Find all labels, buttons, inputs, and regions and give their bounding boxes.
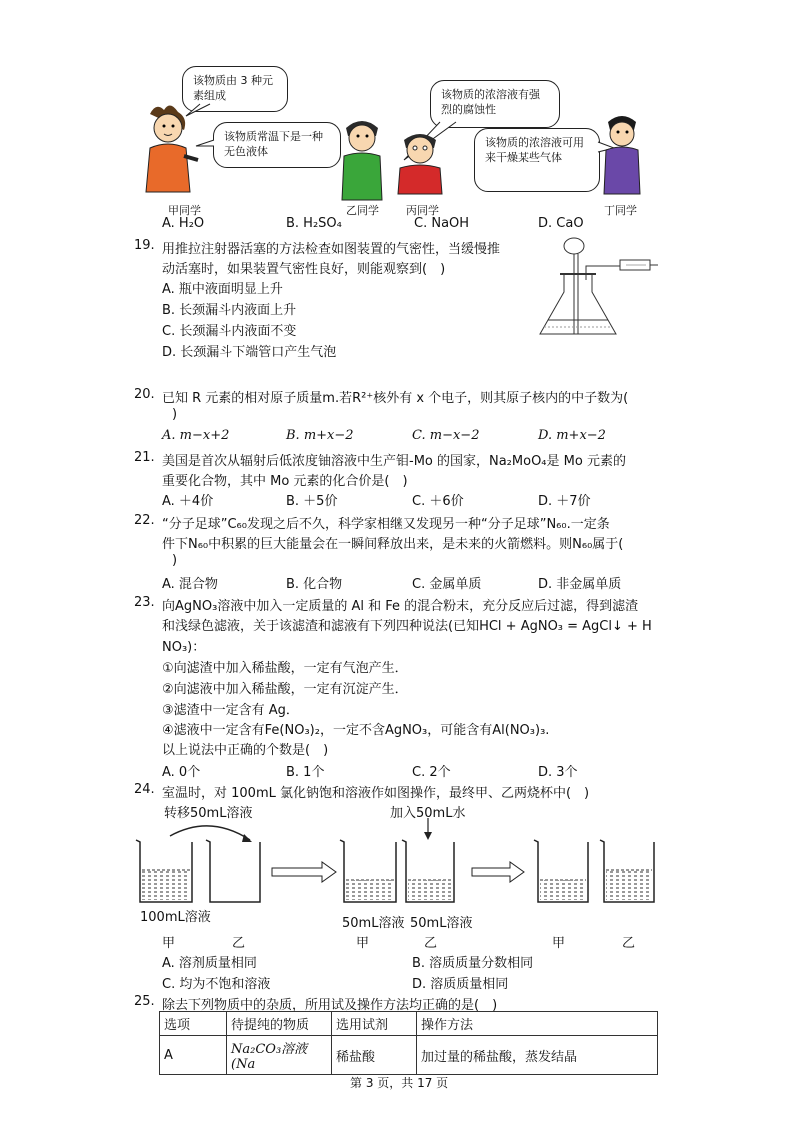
q23-stem-line2: 和浅绿色滤液，关于该滤渣和滤液有下列四种说法(已知HCl + AgNO₃ = AgCl↓ + H: [162, 619, 652, 634]
table-header-cell: 选项: [160, 1012, 227, 1036]
speech-bubble-2: 该物质常温下是一种无色液体: [213, 122, 341, 168]
q23-statement-1: ①向滤渣中加入稀盐酸，一定有气泡产生．: [162, 661, 408, 676]
q18-option-b: B. H₂SO₄: [286, 216, 342, 231]
beaker-yi-empty: [206, 840, 260, 902]
q20-option-d: D. m+x−2: [538, 428, 606, 443]
q18-option-a: A. H₂O: [162, 216, 205, 231]
speech-bubble-3: 该物质的浓溶液有强烈的腐蚀性: [430, 80, 560, 128]
q22-option-a: A. 混合物: [162, 577, 218, 592]
page-footer: 第 3 页，共 17 页: [350, 1076, 449, 1090]
table-row: [160, 1036, 658, 1075]
q24-label-jia-1: 甲: [162, 936, 176, 951]
q19-apparatus-diagram: [530, 234, 660, 344]
q23-stem-line1: 向AgNO₃溶液中加入一定质量的 Al 和 Fe 的混合粉末，充分反应后过滤，得到滤渣: [162, 599, 639, 614]
label-jia-student: 甲同学: [168, 204, 201, 217]
q24-label-yi-3: 乙: [622, 936, 636, 951]
q23-option-a: A. 0个: [162, 765, 201, 780]
speech-bubble-1: 该物质由 3 种元素组成: [182, 66, 288, 112]
q21-option-a: A. ＋4价: [162, 494, 214, 509]
q19-number: 19.: [134, 238, 155, 253]
q24-label-add-water: 加入50mL水: [390, 806, 466, 821]
q22-stem-line1: “分子足球”C₆₀发现之后不久，科学家相继又发现另一种“分子足球”N₆₀.一定条: [162, 517, 610, 532]
q23-question: 以上说法中正确的个数是( ): [162, 743, 329, 758]
q24-option-c: C. 均为不饱和溶液: [162, 977, 271, 992]
q24-beaker-diagram: [130, 818, 670, 914]
beaker-jia-50: [340, 840, 396, 902]
q20-stem-line2: ): [172, 407, 178, 422]
q23-stem-line3: NO₃)：: [162, 640, 206, 655]
q21-option-c: C. ＋6价: [412, 494, 464, 509]
table-cell: 加过量的稀盐酸，蒸发结晶: [417, 1036, 658, 1075]
student-bing-figure: [396, 130, 446, 200]
table-cell: Na₂CO₃溶液(Na: [227, 1036, 332, 1075]
q19-option-c: C. 长颈漏斗内液面不变: [162, 324, 297, 339]
q23-statement-3: ③滤渣中一定含有 Ag．: [162, 703, 299, 718]
q20-option-b: B. m+x−2: [286, 428, 354, 443]
q22-option-d: D. 非金属单质: [538, 577, 622, 592]
q21-stem-line2: 重要化合物，其中 Mo 元素的化合价是( ): [162, 474, 408, 489]
q19-stem-line2: 动活塞时，如果装置气密性良好，则能观察到( ): [162, 262, 446, 277]
q24-label-50ml-b: 50mL溶液: [410, 916, 473, 931]
table-header-cell: 操作方法: [417, 1012, 658, 1036]
table-cell: 稀盐酸: [332, 1036, 417, 1075]
table-header-row: [160, 1012, 658, 1036]
q19-option-a: A. 瓶中液面明显上升: [162, 282, 283, 297]
student-yi-figure: [338, 116, 388, 206]
table-cell: A: [160, 1036, 227, 1075]
q21-number: 21.: [134, 450, 155, 465]
q24-label-transfer: 转移50mL溶液: [164, 806, 253, 821]
q23-option-d: D. 3个: [538, 765, 578, 780]
q20-option-c: C. m−x−2: [412, 428, 480, 443]
label-yi-student: 乙同学: [346, 204, 379, 217]
q24-label-yi-1: 乙: [232, 936, 246, 951]
q24-label-jia-3: 甲: [552, 936, 566, 951]
q23-number: 23.: [134, 595, 155, 610]
q23-option-b: B. 1个: [286, 765, 325, 780]
table-header-cell: 待提纯的物质: [227, 1012, 332, 1036]
table-header-cell: 选用试剂: [332, 1012, 417, 1036]
beaker-jia-start: [136, 840, 192, 902]
q20-option-a: A. m−x+2: [162, 428, 230, 443]
q24-stem: 室温时，对 100mL 氯化钠饱和溶液作如图操作，最终甲、乙两烧杯中( ): [162, 786, 590, 801]
q22-number: 22.: [134, 513, 155, 528]
speech-bubble-4: 该物质的浓溶液可用来干燥某些气体: [474, 128, 600, 192]
q25-options-table: [159, 1011, 658, 1075]
q24-label-jia-2: 甲: [356, 936, 370, 951]
bubble-tails: [0, 0, 794, 240]
label-ding-student: 丁同学: [604, 204, 637, 217]
q24-option-a: A. 溶剂质量相同: [162, 956, 257, 971]
q22-option-b: B. 化合物: [286, 577, 343, 592]
beaker-yi-final: [600, 840, 654, 902]
student-jia-figure: [140, 100, 200, 200]
q24-option-d: D. 溶质质量相同: [412, 977, 509, 992]
q19-stem-line1: 用推拉注射器活塞的方法检查如图装置的气密性，当缓慢推: [162, 242, 501, 257]
q25-number: 25.: [134, 994, 155, 1009]
q23-option-c: C. 2个: [412, 765, 451, 780]
q18-option-c: C. NaOH: [414, 216, 470, 231]
q24-label-100ml: 100mL溶液: [140, 910, 211, 925]
q22-stem-line3: ): [172, 553, 178, 568]
q18-option-d: D. CaO: [538, 216, 584, 231]
q23-statement-2: ②向滤液中加入稀盐酸，一定有沉淀产生．: [162, 682, 408, 697]
q20-stem-line1: 已知 R 元素的相对原子质量m.若R²⁺核外有 x 个电子，则其原子核内的中子数为(: [162, 391, 629, 406]
q21-option-d: D. ＋7价: [538, 494, 591, 509]
q19-option-d: D. 长颈漏斗下端管口产生气泡: [162, 345, 337, 360]
q21-stem-line1: 美国是首次从辐射后低浓度铀溶液中生产钼-Mo 的国家，Na₂MoO₄是 Mo 元素的: [162, 454, 626, 469]
q24-label-yi-2: 乙: [424, 936, 438, 951]
q25-stem: 除去下列物质中的杂质，所用试及操作方法均正确的是( ): [162, 998, 498, 1013]
q24-option-b: B. 溶质质量分数相同: [412, 956, 534, 971]
q20-number: 20.: [134, 387, 155, 402]
q22-stem-line2: 件下N₆₀中积累的巨大能量会在一瞬间释放出来，是未来的火箭燃料。则N₆₀属于(: [162, 537, 624, 552]
q22-option-c: C. 金属单质: [412, 577, 482, 592]
q24-label-50ml-a: 50mL溶液: [342, 916, 405, 931]
q23-statement-4: ④滤液中一定含有Fe(NO₃)₂，一定不含AgNO₃，可能含有Al(NO₃)₃.: [162, 723, 550, 738]
beaker-yi-50: [402, 840, 454, 902]
q24-number: 24.: [134, 782, 155, 797]
student-ding-figure: [598, 112, 648, 198]
label-bing-student: 丙同学: [406, 204, 439, 217]
q19-option-b: B. 长颈漏斗内液面上升: [162, 303, 297, 318]
beaker-jia-final: [534, 840, 588, 902]
q21-option-b: B. ＋5价: [286, 494, 338, 509]
